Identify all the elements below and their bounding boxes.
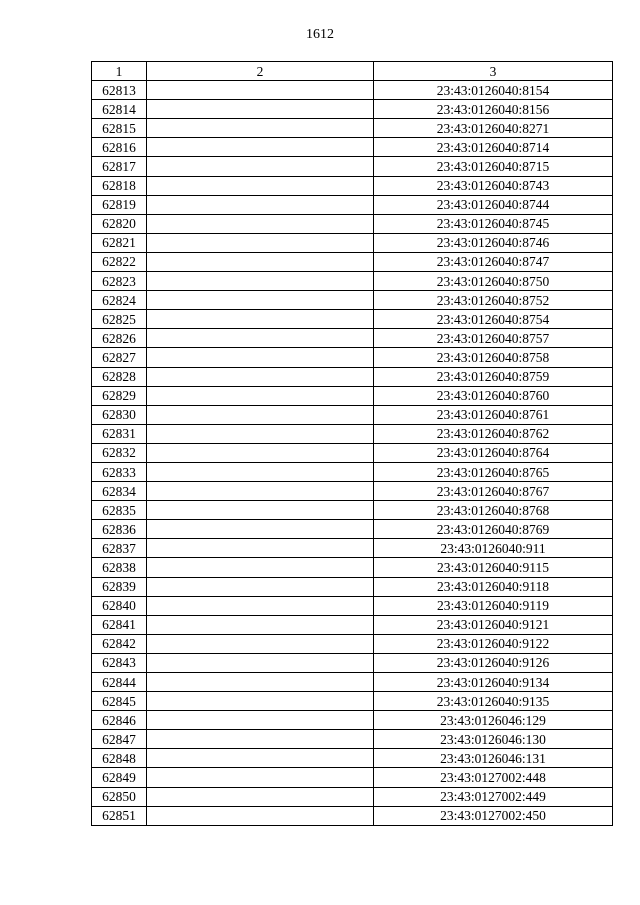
row-number-cell: 62832	[92, 443, 147, 462]
row-number-cell: 62827	[92, 348, 147, 367]
table-row	[92, 272, 613, 291]
cadastral-number-cell: 23:43:0126040:8154	[374, 81, 613, 100]
table-row	[92, 462, 613, 481]
cadastral-number-cell: 23:43:0126040:8768	[374, 501, 613, 520]
column-2-cell	[147, 768, 374, 787]
column-2-cell	[147, 405, 374, 424]
cadastral-number-cell: 23:43:0126040:9135	[374, 692, 613, 711]
column-2-cell	[147, 291, 374, 310]
table-row	[92, 443, 613, 462]
column-2-cell	[147, 462, 374, 481]
column-2-cell	[147, 233, 374, 252]
cadastral-number-cell: 23:43:0126040:9126	[374, 653, 613, 672]
row-number-cell: 62850	[92, 787, 147, 806]
table-row	[92, 520, 613, 539]
table-row	[92, 501, 613, 520]
cadastral-number-cell: 23:43:0126040:8271	[374, 119, 613, 138]
row-number-cell: 62851	[92, 806, 147, 825]
cadastral-number-cell: 23:43:0126040:8714	[374, 138, 613, 157]
column-2-cell	[147, 176, 374, 195]
table-row	[92, 310, 613, 329]
cadastral-number-cell: 23:43:0126040:8761	[374, 405, 613, 424]
column-2-cell	[147, 711, 374, 730]
row-number-cell: 62830	[92, 405, 147, 424]
row-number-cell: 62819	[92, 195, 147, 214]
row-number-cell: 62818	[92, 176, 147, 195]
table-row	[92, 539, 613, 558]
row-number-cell: 62843	[92, 653, 147, 672]
row-number-cell: 62845	[92, 692, 147, 711]
column-2-cell	[147, 501, 374, 520]
cadastral-number-cell: 23:43:0127002:449	[374, 787, 613, 806]
row-number-cell: 62833	[92, 462, 147, 481]
row-number-cell: 62849	[92, 768, 147, 787]
table-row	[92, 119, 613, 138]
table-row	[92, 252, 613, 271]
page-number: 1612	[306, 27, 334, 42]
column-2-cell	[147, 81, 374, 100]
cadastral-number-cell: 23:43:0126040:8747	[374, 252, 613, 271]
row-number-cell: 62837	[92, 539, 147, 558]
row-number-cell: 62834	[92, 482, 147, 501]
row-number-cell: 62822	[92, 252, 147, 271]
column-2-cell	[147, 424, 374, 443]
column-2-cell	[147, 272, 374, 291]
table-row	[92, 138, 613, 157]
column-2-cell	[147, 100, 374, 119]
table-row	[92, 291, 613, 310]
cadastral-number-cell: 23:43:0126040:9121	[374, 615, 613, 634]
cadastral-number-cell: 23:43:0126040:9115	[374, 558, 613, 577]
table-row	[92, 634, 613, 653]
row-number-cell: 62814	[92, 100, 147, 119]
row-number-cell: 62848	[92, 749, 147, 768]
table-row	[92, 730, 613, 749]
cadastral-number-cell: 23:43:0126040:8752	[374, 291, 613, 310]
cadastral-number-cell: 23:43:0126040:8764	[374, 443, 613, 462]
table-row	[92, 233, 613, 252]
column-2-cell	[147, 367, 374, 386]
column-2-cell	[147, 558, 374, 577]
table-row	[92, 424, 613, 443]
row-number-cell: 62816	[92, 138, 147, 157]
cadastral-number-cell: 23:43:0126040:8744	[374, 195, 613, 214]
column-2-cell	[147, 577, 374, 596]
cadastral-number-cell: 23:43:0126040:8754	[374, 310, 613, 329]
column-2-cell	[147, 615, 374, 634]
table-row	[92, 100, 613, 119]
column-2-cell	[147, 386, 374, 405]
table-row	[92, 806, 613, 825]
table-row	[92, 195, 613, 214]
row-number-cell: 62823	[92, 272, 147, 291]
cadastral-number-cell: 23:43:0126040:9122	[374, 634, 613, 653]
row-number-cell: 62846	[92, 711, 147, 730]
cadastral-number-cell: 23:43:0126040:8769	[374, 520, 613, 539]
cadastral-number-cell: 23:43:0126040:8765	[374, 462, 613, 481]
row-number-cell: 62838	[92, 558, 147, 577]
table-row	[92, 348, 613, 367]
column-2-cell	[147, 653, 374, 672]
column-2-cell	[147, 119, 374, 138]
row-number-cell: 62821	[92, 233, 147, 252]
cadastral-number-cell: 23:43:0126046:131	[374, 749, 613, 768]
column-header-3: 3	[374, 62, 613, 81]
table-body	[92, 81, 613, 826]
cadastral-number-cell: 23:43:0126040:8757	[374, 329, 613, 348]
table-row	[92, 367, 613, 386]
row-number-cell: 62841	[92, 615, 147, 634]
row-number-cell: 62826	[92, 329, 147, 348]
row-number-cell: 62817	[92, 157, 147, 176]
table-row	[92, 386, 613, 405]
table-row	[92, 749, 613, 768]
cadastral-number-cell: 23:43:0126040:8743	[374, 176, 613, 195]
column-2-cell	[147, 749, 374, 768]
row-number-cell: 62847	[92, 730, 147, 749]
cadastral-number-cell: 23:43:0126040:911	[374, 539, 613, 558]
table-row	[92, 787, 613, 806]
row-number-cell: 62840	[92, 596, 147, 615]
table-header-row	[92, 62, 613, 81]
cadastral-number-cell: 23:43:0126040:8750	[374, 272, 613, 291]
column-2-cell	[147, 252, 374, 271]
table-row	[92, 673, 613, 692]
cadastral-number-cell: 23:43:0126040:8715	[374, 157, 613, 176]
table-row	[92, 615, 613, 634]
column-2-cell	[147, 692, 374, 711]
cadastral-number-cell: 23:43:0126040:8760	[374, 386, 613, 405]
table-row	[92, 405, 613, 424]
cadastral-number-cell: 23:43:0127002:448	[374, 768, 613, 787]
column-2-cell	[147, 329, 374, 348]
row-number-cell: 62829	[92, 386, 147, 405]
column-2-cell	[147, 634, 374, 653]
table-row	[92, 482, 613, 501]
cadastral-number-cell: 23:43:0126040:8767	[374, 482, 613, 501]
cadastral-number-cell: 23:43:0126040:9134	[374, 673, 613, 692]
cadastral-number-cell: 23:43:0126040:8758	[374, 348, 613, 367]
table-row	[92, 577, 613, 596]
row-number-cell: 62831	[92, 424, 147, 443]
cadastral-number-cell: 23:43:0126040:8746	[374, 233, 613, 252]
row-number-cell: 62813	[92, 81, 147, 100]
row-number-cell: 62820	[92, 214, 147, 233]
cadastral-number-cell: 23:43:0126046:130	[374, 730, 613, 749]
column-header-2: 2	[147, 62, 374, 81]
column-2-cell	[147, 214, 374, 233]
row-number-cell: 62828	[92, 367, 147, 386]
column-2-cell	[147, 138, 374, 157]
cadastral-number-cell: 23:43:0126046:129	[374, 711, 613, 730]
row-number-cell: 62844	[92, 673, 147, 692]
table-row	[92, 711, 613, 730]
column-2-cell	[147, 539, 374, 558]
column-2-cell	[147, 157, 374, 176]
row-number-cell: 62815	[92, 119, 147, 138]
row-number-cell: 62836	[92, 520, 147, 539]
row-number-cell: 62842	[92, 634, 147, 653]
cadastral-number-cell: 23:43:0126040:8759	[374, 367, 613, 386]
row-number-cell: 62825	[92, 310, 147, 329]
cadastral-number-cell: 23:43:0126040:9119	[374, 596, 613, 615]
cadastral-number-cell: 23:43:0126040:8156	[374, 100, 613, 119]
cadastral-number-cell: 23:43:0126040:8762	[374, 424, 613, 443]
column-2-cell	[147, 443, 374, 462]
column-2-cell	[147, 787, 374, 806]
row-number-cell: 62824	[92, 291, 147, 310]
table-row	[92, 768, 613, 787]
column-2-cell	[147, 596, 374, 615]
registry-table	[91, 61, 613, 826]
table-row	[92, 558, 613, 577]
cadastral-number-cell: 23:43:0127002:450	[374, 806, 613, 825]
cadastral-number-cell: 23:43:0126040:8745	[374, 214, 613, 233]
table-row	[92, 214, 613, 233]
table-row	[92, 176, 613, 195]
column-2-cell	[147, 348, 374, 367]
column-2-cell	[147, 482, 374, 501]
column-2-cell	[147, 806, 374, 825]
row-number-cell: 62839	[92, 577, 147, 596]
column-2-cell	[147, 730, 374, 749]
table-row	[92, 157, 613, 176]
table-row	[92, 596, 613, 615]
table-row	[92, 653, 613, 672]
row-number-cell: 62835	[92, 501, 147, 520]
column-2-cell	[147, 310, 374, 329]
table-row	[92, 329, 613, 348]
column-2-cell	[147, 673, 374, 692]
table-row	[92, 81, 613, 100]
column-2-cell	[147, 195, 374, 214]
column-2-cell	[147, 520, 374, 539]
cadastral-number-cell: 23:43:0126040:9118	[374, 577, 613, 596]
column-header-1: 1	[92, 62, 147, 81]
table-row	[92, 692, 613, 711]
